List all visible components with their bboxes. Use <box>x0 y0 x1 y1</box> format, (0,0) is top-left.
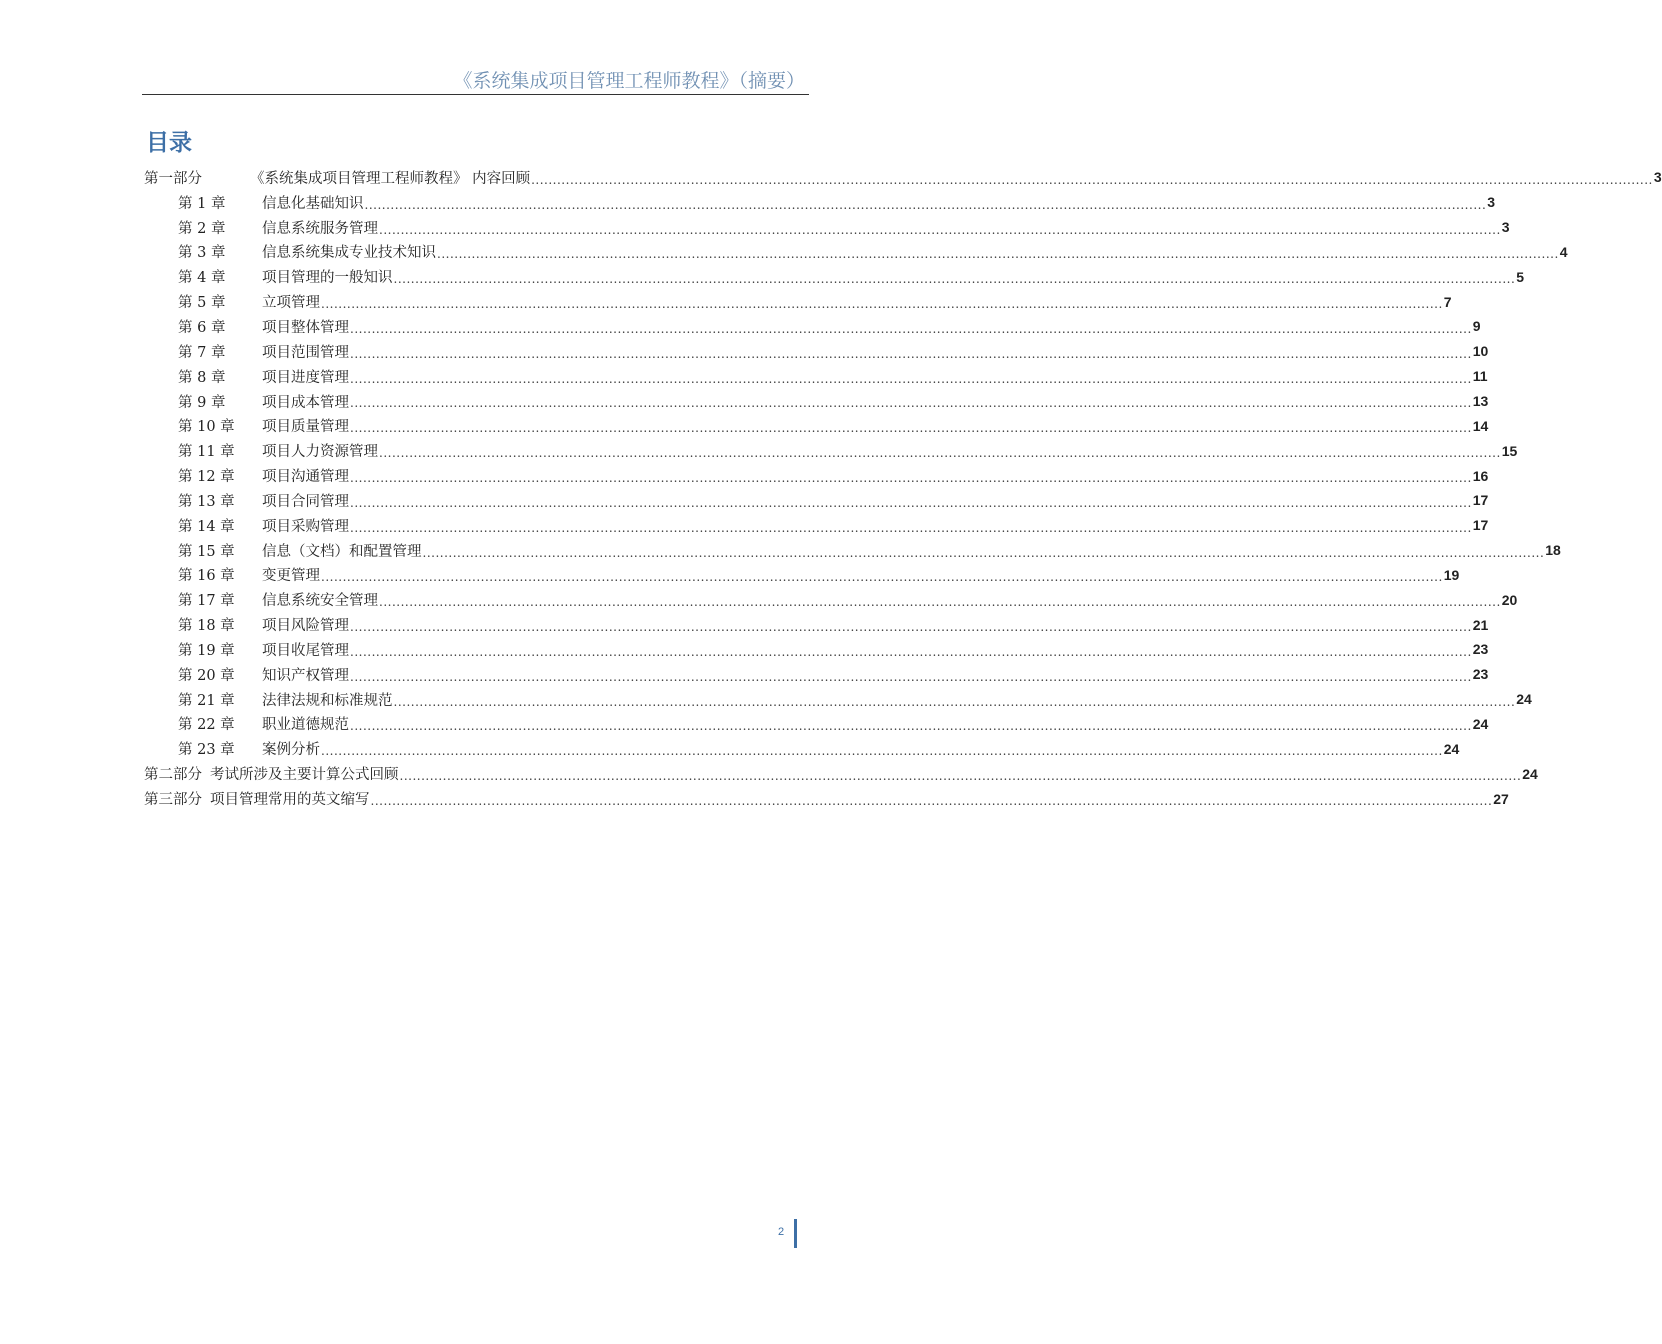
toc-entry-number: 第 13 章 <box>178 493 235 510</box>
dot-leader: .................................................................................................................................................................................................................................................................... <box>350 620 1472 635</box>
toc-entry-number: 第 10 章 <box>178 419 235 436</box>
toc-entry-number: 第 8 章 <box>178 369 226 386</box>
toc-chapter-entry[interactable] <box>144 488 1489 513</box>
toc-entry-page: 9 <box>1472 318 1481 335</box>
toc-entry-page: 15 <box>1501 442 1518 459</box>
toc-entry-number: 第 7 章 <box>178 344 226 361</box>
toc-entry-number: 第 1 章 <box>178 195 226 212</box>
toc-chapter-entry[interactable] <box>144 339 1489 364</box>
toc-entry-title: 项目成本管理 <box>262 394 349 411</box>
toc-entry-title: 信息系统集成专业技术知识 <box>262 245 436 262</box>
toc-entry-page: 20 <box>1501 591 1518 608</box>
toc-chapter-entry[interactable] <box>144 662 1489 687</box>
toc-chapter-entry[interactable] <box>144 463 1489 488</box>
toc-part-entry[interactable] <box>144 165 1662 190</box>
toc-entry-title: 立项管理 <box>262 295 320 312</box>
toc-entry-number: 第 17 章 <box>178 593 235 610</box>
toc-entry-title: 项目管理的一般知识 <box>262 270 393 287</box>
toc-entry-title: 《系统集成项目管理工程师教程》 内容回顾 <box>250 170 531 187</box>
toc-entry-title: 法律法规和标准规范 <box>262 692 393 709</box>
dot-leader: .................................................................................................................................................................................................................................................................... <box>350 396 1472 411</box>
toc-entry-title: 项目采购管理 <box>262 518 349 535</box>
toc-entry-page: 7 <box>1443 293 1452 310</box>
toc-entry-title: 信息（文档）和配置管理 <box>262 543 422 560</box>
toc-entry-title: 信息系统服务管理 <box>262 220 378 237</box>
toc-chapter-entry[interactable] <box>144 314 1481 339</box>
toc-entry-number: 第 4 章 <box>178 270 226 287</box>
toc-entry-title: 项目人力资源管理 <box>262 444 378 461</box>
toc-entry-number: 第 22 章 <box>178 717 235 734</box>
toc-chapter-entry[interactable] <box>144 513 1489 538</box>
toc-entry-page: 27 <box>1493 790 1509 807</box>
dot-leader: .................................................................................................................................................................................................................................................................... <box>379 222 1501 237</box>
toc-entry-page: 18 <box>1545 542 1561 559</box>
toc-entry-page: 16 <box>1472 467 1489 484</box>
toc-entry-title: 项目沟通管理 <box>262 469 349 486</box>
toc-entry-page: 3 <box>1501 219 1510 236</box>
dot-leader: .................................................................................................................................................................................................................................................................... <box>531 172 1653 187</box>
toc-entry-title: 项目质量管理 <box>262 419 349 436</box>
toc-entry-number: 第一部分 <box>144 170 202 187</box>
toc-entry-number: 第 21 章 <box>178 692 235 709</box>
toc-chapter-entry[interactable] <box>144 389 1489 414</box>
dot-leader: .................................................................................................................................................................................................................................................................... <box>370 793 1493 808</box>
toc-chapter-entry[interactable] <box>144 264 1525 289</box>
dot-leader: .................................................................................................................................................................................................................................................................... <box>422 545 1545 560</box>
toc-entry-title: 项目管理常用的英文缩写 <box>210 792 370 809</box>
toc-entry-number: 第二部分 <box>144 767 202 784</box>
toc-entry-title: 案例分析 <box>262 742 320 759</box>
toc-entry-page: 17 <box>1472 492 1489 509</box>
dot-leader: .................................................................................................................................................................................................................................................................... <box>437 247 1559 262</box>
toc-entry-page: 10 <box>1472 343 1489 360</box>
toc-chapter-entry[interactable] <box>144 563 1460 588</box>
toc-entry-number: 第 23 章 <box>178 742 235 759</box>
toc-entry-number: 第 11 章 <box>178 444 235 461</box>
toc-entry-number: 第 2 章 <box>178 220 226 237</box>
toc-entry-page: 24 <box>1443 740 1460 757</box>
toc-entry-title: 项目进度管理 <box>262 369 349 386</box>
toc-entry-title: 信息化基础知识 <box>262 195 364 212</box>
toc-entry-title: 信息系统安全管理 <box>262 593 378 610</box>
toc-entry-title: 职业道德规范 <box>262 717 349 734</box>
dot-leader: .................................................................................................................................................................................................................................................................... <box>321 297 1443 312</box>
toc-entry-page: 3 <box>1653 169 1662 186</box>
dot-leader: .................................................................................................................................................................................................................................................................... <box>350 371 1472 386</box>
toc-entry-title: 项目收尾管理 <box>262 642 349 659</box>
toc-entry-title: 项目风险管理 <box>262 618 349 635</box>
toc-chapter-entry[interactable] <box>144 637 1489 662</box>
toc-chapter-entry[interactable] <box>144 736 1460 761</box>
toc-entry-number: 第 15 章 <box>178 543 235 560</box>
toc-part-entry[interactable] <box>144 786 1509 811</box>
toc-entry-title: 考试所涉及主要计算公式回顾 <box>210 767 399 784</box>
toc-entry-page: 13 <box>1472 393 1489 410</box>
toc-entry-number: 第 14 章 <box>178 518 235 535</box>
toc-chapter-entry[interactable] <box>144 687 1532 712</box>
toc-entry-page: 17 <box>1472 517 1489 534</box>
dot-leader: .................................................................................................................................................................................................................................................................... <box>350 520 1472 535</box>
toc-chapter-entry[interactable] <box>144 712 1489 737</box>
dot-leader: .................................................................................................................................................................................................................................................................... <box>350 644 1472 659</box>
dot-leader: .................................................................................................................................................................................................................................................................... <box>379 595 1501 610</box>
toc-chapter-entry[interactable] <box>144 190 1496 215</box>
dot-leader: .................................................................................................................................................................................................................................................................... <box>350 719 1472 734</box>
toc-chapter-entry[interactable] <box>144 438 1518 463</box>
toc-entry-page: 19 <box>1443 566 1460 583</box>
toc-entry-page: 24 <box>1516 691 1532 708</box>
page-number-bar <box>794 1219 797 1248</box>
dot-leader: .................................................................................................................................................................................................................................................................... <box>321 744 1443 759</box>
toc-entry-number: 第 19 章 <box>178 642 235 659</box>
dot-leader: .................................................................................................................................................................................................................................................................... <box>350 495 1472 510</box>
dot-leader: .................................................................................................................................................................................................................................................................... <box>350 421 1472 436</box>
toc-entry-number: 第 9 章 <box>178 394 226 411</box>
toc-chapter-entry[interactable] <box>144 413 1489 438</box>
toc-entry-number: 第 6 章 <box>178 319 226 336</box>
toc-chapter-entry[interactable] <box>144 240 1568 265</box>
toc-entry-page: 14 <box>1472 417 1489 434</box>
toc-entry-page: 5 <box>1516 268 1525 285</box>
toc-entry-page: 4 <box>1559 243 1568 260</box>
toc-chapter-entry[interactable] <box>144 215 1510 240</box>
toc-entry-page: 23 <box>1472 641 1489 658</box>
header-divider <box>142 94 809 95</box>
toc-chapter-entry[interactable] <box>144 612 1489 637</box>
toc-entry-page: 23 <box>1472 666 1489 683</box>
toc-entry-number: 第 3 章 <box>178 245 226 262</box>
page-number: 2 <box>778 1226 785 1238</box>
toc-chapter-entry[interactable] <box>144 538 1561 563</box>
toc-entry-number: 第 16 章 <box>178 568 235 585</box>
toc-chapter-entry[interactable] <box>144 289 1452 314</box>
toc-entry-number: 第 12 章 <box>178 469 235 486</box>
toc-heading: 目录 <box>146 130 192 156</box>
toc-entry-page: 21 <box>1472 616 1489 633</box>
running-header-title: 《系统集成项目管理工程师教程》（摘要） <box>453 70 805 92</box>
toc-entry-page: 11 <box>1472 368 1488 385</box>
toc-entry-title: 变更管理 <box>262 568 320 585</box>
dot-leader: .................................................................................................................................................................................................................................................................... <box>350 346 1472 361</box>
toc-entry-number: 第三部分 <box>144 792 202 809</box>
toc-entry-page: 3 <box>1487 194 1496 211</box>
table-of-contents <box>144 165 1662 811</box>
dot-leader: .................................................................................................................................................................................................................................................................... <box>393 272 1516 287</box>
dot-leader: .................................................................................................................................................................................................................................................................... <box>364 197 1487 212</box>
dot-leader: .................................................................................................................................................................................................................................................................... <box>399 769 1522 784</box>
dot-leader: .................................................................................................................................................................................................................................................................... <box>393 694 1516 709</box>
toc-entry-page: 24 <box>1522 765 1538 782</box>
toc-entry-page: 24 <box>1472 715 1489 732</box>
toc-chapter-entry[interactable] <box>144 364 1488 389</box>
toc-entry-title: 项目整体管理 <box>262 319 349 336</box>
dot-leader: .................................................................................................................................................................................................................................................................... <box>350 321 1472 336</box>
toc-chapter-entry[interactable] <box>144 587 1518 612</box>
dot-leader: .................................................................................................................................................................................................................................................................... <box>321 570 1443 585</box>
toc-entry-title: 项目范围管理 <box>262 344 349 361</box>
toc-entry-number: 第 5 章 <box>178 295 226 312</box>
dot-leader: .................................................................................................................................................................................................................................................................... <box>350 470 1472 485</box>
toc-entry-title: 项目合同管理 <box>262 493 349 510</box>
toc-entry-number: 第 18 章 <box>178 618 235 635</box>
toc-entry-title: 知识产权管理 <box>262 667 349 684</box>
dot-leader: .................................................................................................................................................................................................................................................................... <box>379 446 1501 461</box>
toc-part-entry[interactable] <box>144 761 1538 786</box>
dot-leader: .................................................................................................................................................................................................................................................................... <box>350 669 1472 684</box>
toc-entry-number: 第 20 章 <box>178 667 235 684</box>
